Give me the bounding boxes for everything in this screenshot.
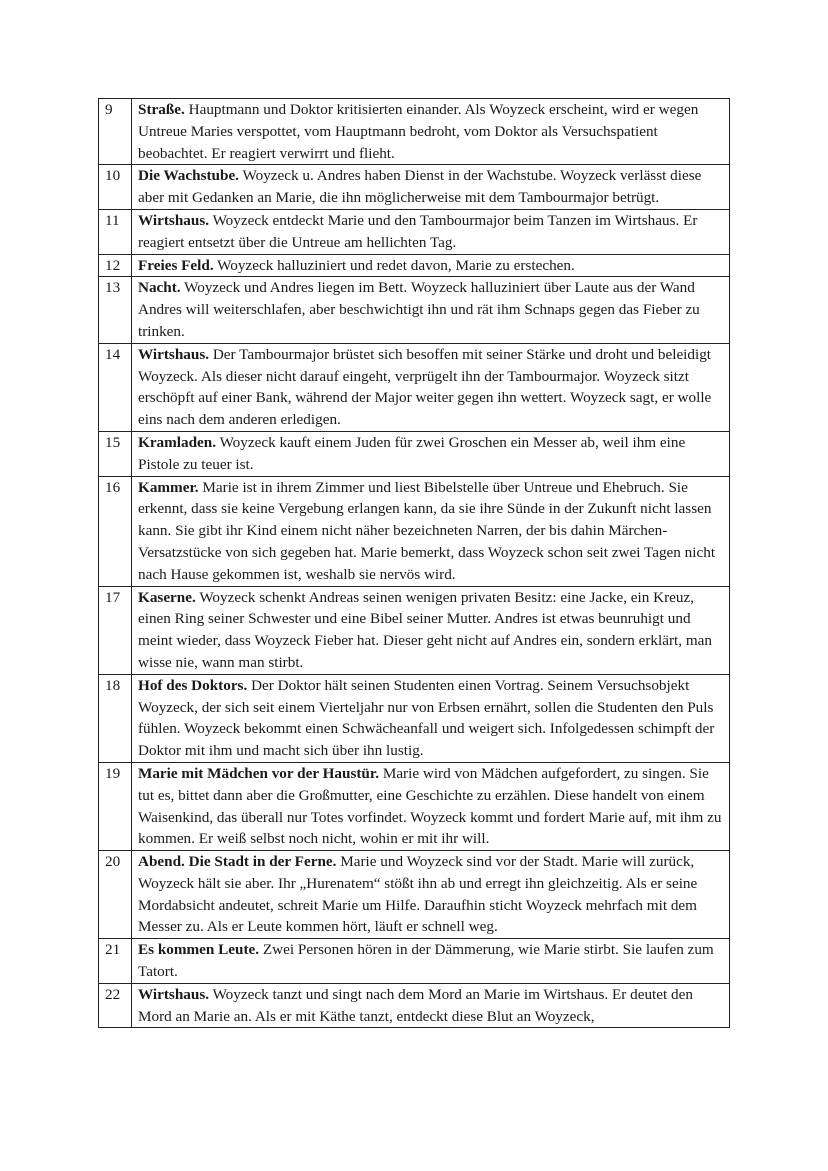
table-row bbox=[99, 586, 730, 674]
scene-text: Der Tambourmajor brüstet sich besoffen mit seiner Stärke und droht und beleidigt Woyzeck. Als dieser nicht darauf eingeht, verprügelt ihn der Tambourmajor. Woyzeck sitzt erschöpft auf einer Bank, während der Major weiter gegen ihn wettert. Woyzeck sagt, er wolle eins nach dem anderen erledigen. bbox=[138, 345, 712, 429]
table-row bbox=[99, 343, 730, 431]
scene-text: Marie wird von Mädchen aufgefordert, zu singen. Sie tut es, bittet dann aber die Großmutter, eine Geschichte zu erzählen. Diese handelt von einem Waisenkind, das überall nur Totes vorfindet. Woyzeck kommt und fordert Marie auf, mit ihm zu kommen. Er weiß selbst noch nicht, wohin er mit ihr will. bbox=[138, 764, 722, 848]
scene-text: Hauptmann und Doktor kritisierten einander. Als Woyzeck erscheint, wird er wegen Untreue Maries verspottet, vom Hauptmann bedroht, vom Doktor als Versuchspatient beobachtet. Er reagiert verwirrt und flieht. bbox=[138, 101, 699, 162]
scene-title: Wirtshaus. bbox=[138, 211, 210, 229]
scene-number: 17 bbox=[99, 586, 132, 674]
table-row bbox=[99, 209, 730, 254]
scene-description bbox=[132, 586, 730, 674]
scene-title: Kaserne. bbox=[138, 588, 196, 606]
scene-description bbox=[132, 674, 730, 762]
scene-description bbox=[132, 254, 730, 277]
scene-number: 15 bbox=[99, 431, 132, 476]
table-row bbox=[99, 983, 730, 1028]
table-row bbox=[99, 939, 730, 984]
scene-number: 11 bbox=[99, 209, 132, 254]
scene-number: 16 bbox=[99, 476, 132, 586]
table-row bbox=[99, 851, 730, 939]
scene-description bbox=[132, 983, 730, 1028]
scene-description bbox=[132, 476, 730, 586]
scene-title: Kammer. bbox=[138, 478, 199, 496]
scene-text: Woyzeck entdeckt Marie und den Tambourmajor beim Tanzen im Wirtshaus. Er reagiert entsetzt über die Untreue am hellichten Tag. bbox=[138, 211, 698, 251]
scene-text: Marie ist in ihrem Zimmer und liest Bibelstelle über Untreue und Ehebruch. Sie erkennt, dass sie keine Vergebung erlangen kann, da sie ihre Sünde in der Zukunft nicht lassen kann. Sie gibt ihr Kind einem nicht näher bezeichneten Narren, der bis dahin Märchen-Versatzstücke von sich gegeben hat. Marie bemerkt, dass Woyzeck schon seit zwei Tagen nicht nach Hause gekommen ist, weshalb sie nervös wird. bbox=[138, 478, 716, 583]
scene-title: Es kommen Leute. bbox=[138, 941, 260, 959]
scene-number: 18 bbox=[99, 674, 132, 762]
scene-description bbox=[132, 851, 730, 939]
scene-summary-table bbox=[98, 98, 730, 1028]
scene-number: 9 bbox=[99, 99, 132, 165]
table-row bbox=[99, 476, 730, 586]
scene-number: 19 bbox=[99, 762, 132, 850]
scene-description bbox=[132, 209, 730, 254]
scene-number: 12 bbox=[99, 254, 132, 277]
table-row bbox=[99, 762, 730, 850]
scene-title: Kramladen. bbox=[138, 433, 217, 451]
scene-text: Marie und Woyzeck sind vor der Stadt. Marie will zurück, Woyzeck hält sie aber. Ihr „Hurenatem“ stößt ihn ab und erregt ihn gleichzeitig. Als er seine Mordabsicht andeutet, schreit Marie um Hilfe. Daraufhin sticht Woyzeck mehrfach mit dem Messer zu. Als er Leute kommen hört, läuft er schnell weg. bbox=[138, 853, 698, 936]
scene-description bbox=[132, 165, 730, 210]
scene-text: Woyzeck schenkt Andreas seinen wenigen privaten Besitz: eine Jacke, ein Kreuz, einen Ring seiner Schwester und eine Bibel seiner Mutter. Andres ist etwas beunruhigt und meint wieder, dass Woyzeck Fieber hat. Dieser geht nicht auf Andres ein, sondern erklärt, man wisse nie, wann man stirbt. bbox=[138, 588, 712, 671]
scene-number: 20 bbox=[99, 851, 132, 939]
scene-title: Nacht. bbox=[138, 279, 181, 297]
scene-description bbox=[132, 939, 730, 984]
scene-title: Wirtshaus. bbox=[138, 985, 210, 1003]
scene-number: 13 bbox=[99, 277, 132, 343]
scene-text: Zwei Personen hören in der Dämmerung, wie Marie stirbt. Sie laufen zum Tatort. bbox=[138, 941, 714, 981]
scene-description bbox=[132, 277, 730, 343]
scene-description bbox=[132, 762, 730, 850]
table-row bbox=[99, 277, 730, 343]
scene-text: Woyzeck kauft einem Juden für zwei Groschen ein Messer ab, weil ihm eine Pistole zu teuer ist. bbox=[138, 433, 686, 473]
scene-number: 21 bbox=[99, 939, 132, 984]
scene-description bbox=[132, 431, 730, 476]
scene-title: Freies Feld. bbox=[138, 256, 214, 274]
scene-text: Woyzeck und Andres liegen im Bett. Woyzeck halluziniert über Laute aus der Wand Andres will weiterschlafen, aber beschwichtigt ihn und rät ihm Schnaps gegen das Fieber zu trinken. bbox=[138, 279, 700, 340]
scene-number: 22 bbox=[99, 983, 132, 1028]
scene-title: Die Wachstube. bbox=[138, 167, 239, 185]
scene-title: Straße. bbox=[138, 101, 185, 118]
table-row bbox=[99, 254, 730, 277]
scene-number: 14 bbox=[99, 343, 132, 431]
scene-title: Marie mit Mädchen vor der Haustür. bbox=[138, 764, 380, 782]
scene-number: 10 bbox=[99, 165, 132, 210]
table-row bbox=[99, 431, 730, 476]
table-row bbox=[99, 674, 730, 762]
scene-description bbox=[132, 99, 730, 165]
scene-description bbox=[132, 343, 730, 431]
table-row bbox=[99, 99, 730, 165]
scene-text: Woyzeck tanzt und singt nach dem Mord an Marie im Wirtshaus. Er deutet den Mord an Marie an. Als er mit Käthe tanzt, entdeckt diese Blut an Woyzeck, bbox=[138, 985, 693, 1025]
scene-title: Hof des Doktors. bbox=[138, 676, 248, 694]
scene-text: Woyzeck halluziniert und redet davon, Marie zu erstechen. bbox=[213, 256, 575, 274]
scene-text: Woyzeck u. Andres haben Dienst in der Wachstube. Woyzeck verlässt diese aber mit Gedanken an Marie, die ihn möglicherweise mit dem Tambourmajor betrügt. bbox=[138, 167, 702, 207]
scene-title: Abend. Die Stadt in der Ferne. bbox=[138, 853, 337, 871]
scene-text: Der Doktor hält seinen Studenten einen Vortrag. Seinem Versuchsobjekt Woyzeck, der sich seit einem Vierteljahr nur von Erbsen ernährt, sollen die Studenten den Puls fühlen. Woyzeck bekommt einen Schwächeanfall und weigert sich. Infolgedessen schimpft der Doktor mit ihm und macht sich über ihn lustig. bbox=[138, 676, 715, 760]
scene-title: Wirtshaus. bbox=[138, 345, 210, 363]
table-row bbox=[99, 165, 730, 210]
